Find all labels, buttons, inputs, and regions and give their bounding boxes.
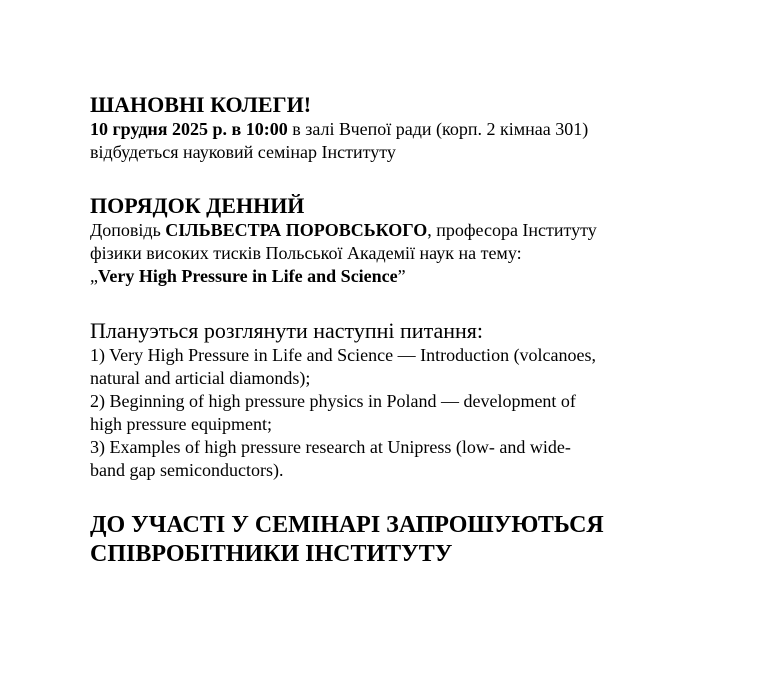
speaker-prefix: Доповідь <box>90 220 166 240</box>
topics-section <box>90 318 730 482</box>
speaker-affiliation: фізики високих тисків Польської Академії наук на тему: <box>90 243 522 263</box>
topic-line: 1) Very High Pressure in Life and Science — Introduction (volcanoes, <box>90 345 597 365</box>
talk-title: Very High Pressure in Life and Science <box>98 266 398 286</box>
speaker-line <box>90 219 730 242</box>
topic-line: 2) Beginning of high pressure physics in Poland — development of <box>90 391 576 411</box>
speaker-name: СІЛЬВЕСТРА ПОРОВСЬКОГО <box>165 220 428 240</box>
agenda-section <box>90 193 730 288</box>
topic-line: 3) Examples of high pressure research at Unipress (low- and wide- <box>90 437 571 457</box>
greeting-heading: ШАНОВНІ КОЛЕГИ! <box>90 92 312 117</box>
seminar-description: відбудеться науковий семінар Інституту <box>90 142 396 162</box>
agenda-heading: ПОРЯДОК ДЕННИЙ <box>90 193 305 218</box>
topic-line: high pressure equipment; <box>90 414 272 434</box>
speaker-suffix: , професора Інституту <box>427 220 597 240</box>
title-close-quote: ” <box>397 266 406 286</box>
invitation-line: СПІВРОБІТНИКИ ІНСТИТУТУ <box>90 541 453 567</box>
greeting-section <box>90 92 730 164</box>
date-location-line <box>90 118 730 141</box>
seminar-datetime: 10 грудня 2025 р. в 10:00 <box>90 119 288 139</box>
title-open-quote: „ <box>90 266 98 286</box>
seminar-location: в залі Вчепої ради (корп. 2 кімнаа 301) <box>287 119 589 139</box>
invitation-section <box>90 511 730 569</box>
topic-line: natural and articial diamonds); <box>90 368 311 388</box>
topics-heading: Плануэться розглянути наступні питання: <box>90 318 483 343</box>
topic-line: band gap semiconductors). <box>90 460 284 480</box>
invitation-line: ДО УЧАСТІ У СЕМІНАРІ ЗАПРОШУЮТЬСЯ <box>90 512 604 538</box>
talk-title-line <box>90 265 730 288</box>
